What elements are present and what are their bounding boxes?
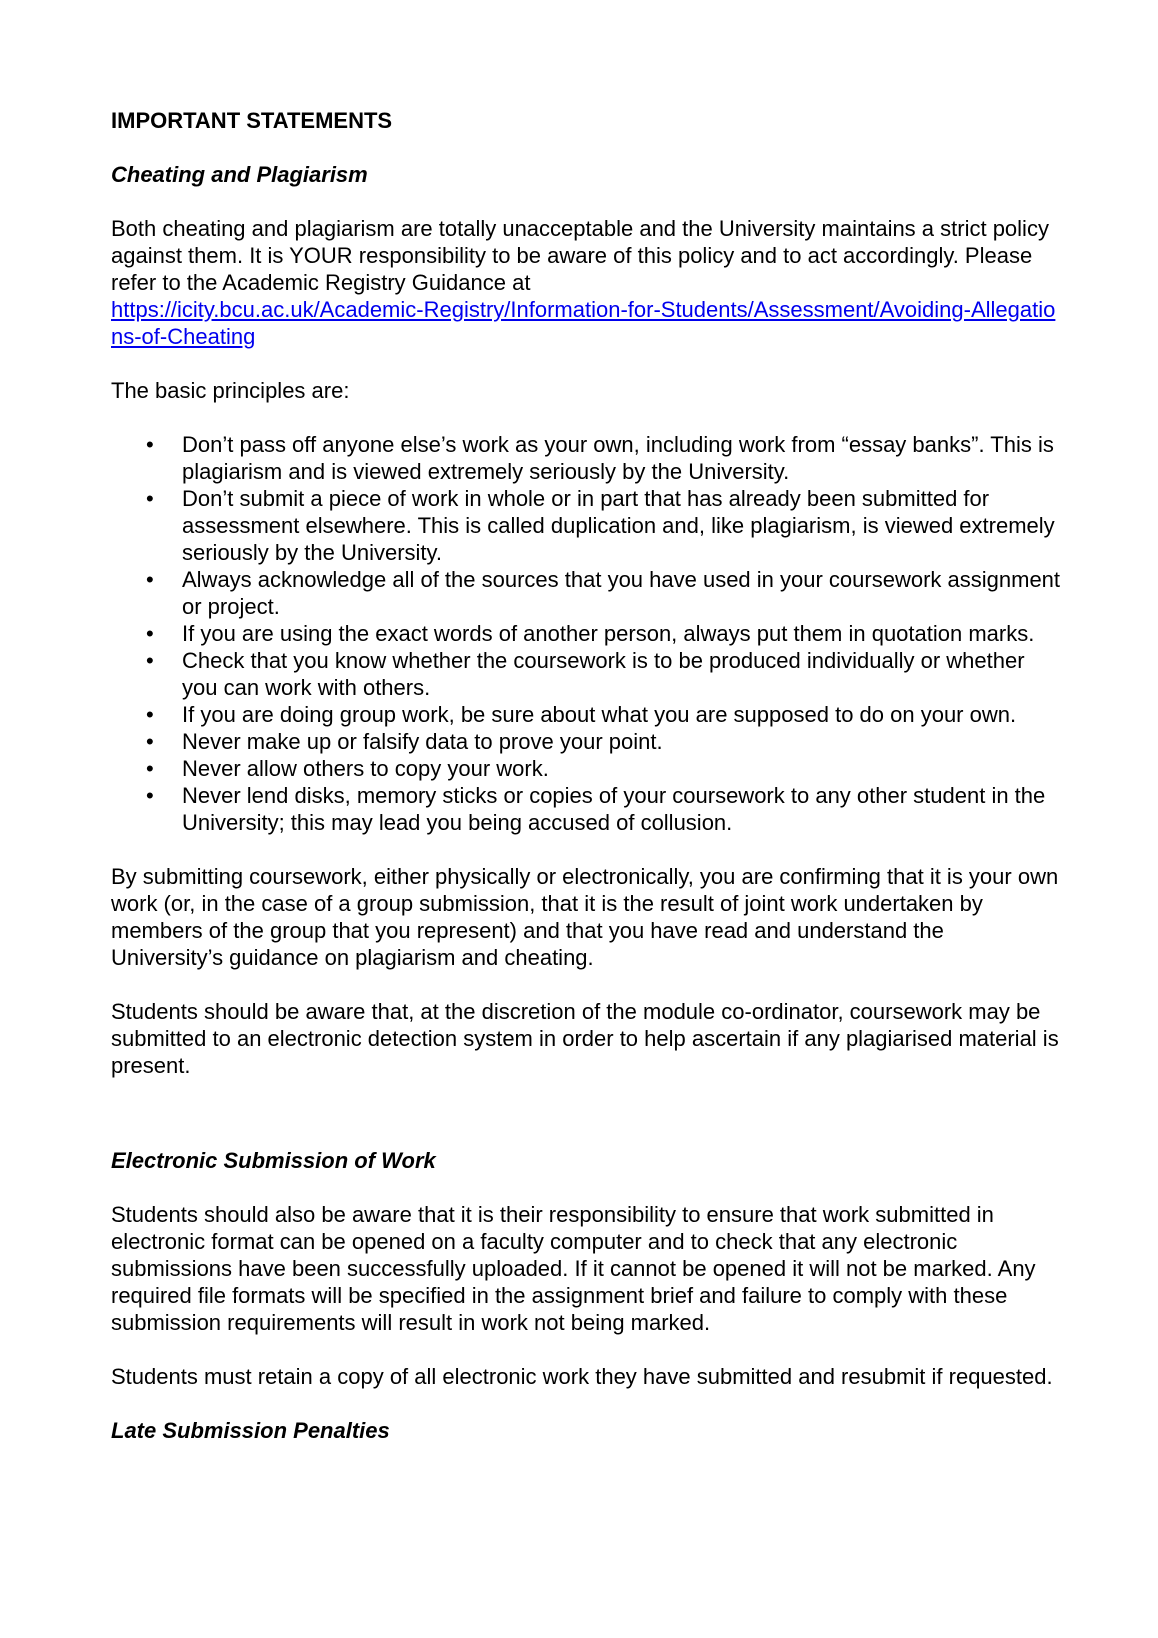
- list-item: • If you are doing group work, be sure about what you are supposed to do on your own.: [182, 701, 1061, 728]
- list-item: • Don’t submit a piece of work in whole or in part that has already been submitted for assessment elsewhere. This is called duplication and, like plagiarism, is viewed extremely seriously by the University.: [182, 485, 1061, 566]
- list-item: • Never allow others to copy your work.: [182, 755, 1061, 782]
- academic-registry-guidance-link[interactable]: https://icity.bcu.ac.uk/Academic-Registry/Information-for-Students/Assessment/Avoiding-Allegations-of-Cheating: [111, 297, 1056, 349]
- principles-intro: The basic principles are:: [111, 378, 350, 403]
- confirmation-paragraph: By submitting coursework, either physically or electronically, you are confirming that it is your own work (or, in the case of a group submission, that it is the result of joint work undertaken by members of the group that you represent) and that you have read and understand the University’s guidance on plagiarism and cheating.: [111, 864, 1059, 970]
- section-spacer: [111, 1106, 1061, 1147]
- electronic-responsibility-paragraph: Students should also be aware that it is their responsibility to ensure that work submitted in electronic format can be opened on a faculty computer and to check that any electronic submissions have been successfully uploaded. If it cannot be opened it will not be marked. Any required file formats will be specified in the assignment brief and failure to comply with these submission requirements will result in work not being marked.: [111, 1202, 1036, 1335]
- cheating-intro-paragraph: [111, 215, 1061, 350]
- principles-list: [111, 431, 1061, 836]
- list-item: • Always acknowledge all of the sources that you have used in your coursework assignment or project.: [182, 566, 1061, 620]
- main-heading: IMPORTANT STATEMENTS: [111, 108, 393, 133]
- late-submission-heading: Late Submission Penalties: [111, 1418, 390, 1443]
- list-item: • Never lend disks, memory sticks or copies of your coursework to any other student in the University; this may lead you being accused of collusion.: [182, 782, 1061, 836]
- retain-copy-paragraph: Students must retain a copy of all electronic work they have submitted and resubmit if requested.: [111, 1364, 1053, 1389]
- electronic-submission-heading: Electronic Submission of Work: [111, 1148, 436, 1173]
- list-item: • If you are using the exact words of another person, always put them in quotation marks.: [182, 620, 1061, 647]
- detection-paragraph: Students should be aware that, at the discretion of the module co-ordinator, coursework may be submitted to an electronic detection system in order to help ascertain if any plagiarised material is present.: [111, 999, 1059, 1078]
- list-item: • Don’t pass off anyone else’s work as your own, including work from “essay banks”. This is plagiarism and is viewed extremely seriously by the University.: [182, 431, 1061, 485]
- list-item: • Check that you know whether the coursework is to be produced individually or whether you can work with others.: [182, 647, 1061, 701]
- cheating-heading: Cheating and Plagiarism: [111, 162, 368, 187]
- list-item: • Never make up or falsify data to prove your point.: [182, 728, 1061, 755]
- document-page: [111, 107, 1061, 1471]
- cheating-intro-text: Both cheating and plagiarism are totally unacceptable and the University maintains a strict policy against them. It is YOUR responsibility to be aware of this policy and to act accordingly. Please refer to the Academic Registry Guidance at: [111, 216, 1049, 295]
